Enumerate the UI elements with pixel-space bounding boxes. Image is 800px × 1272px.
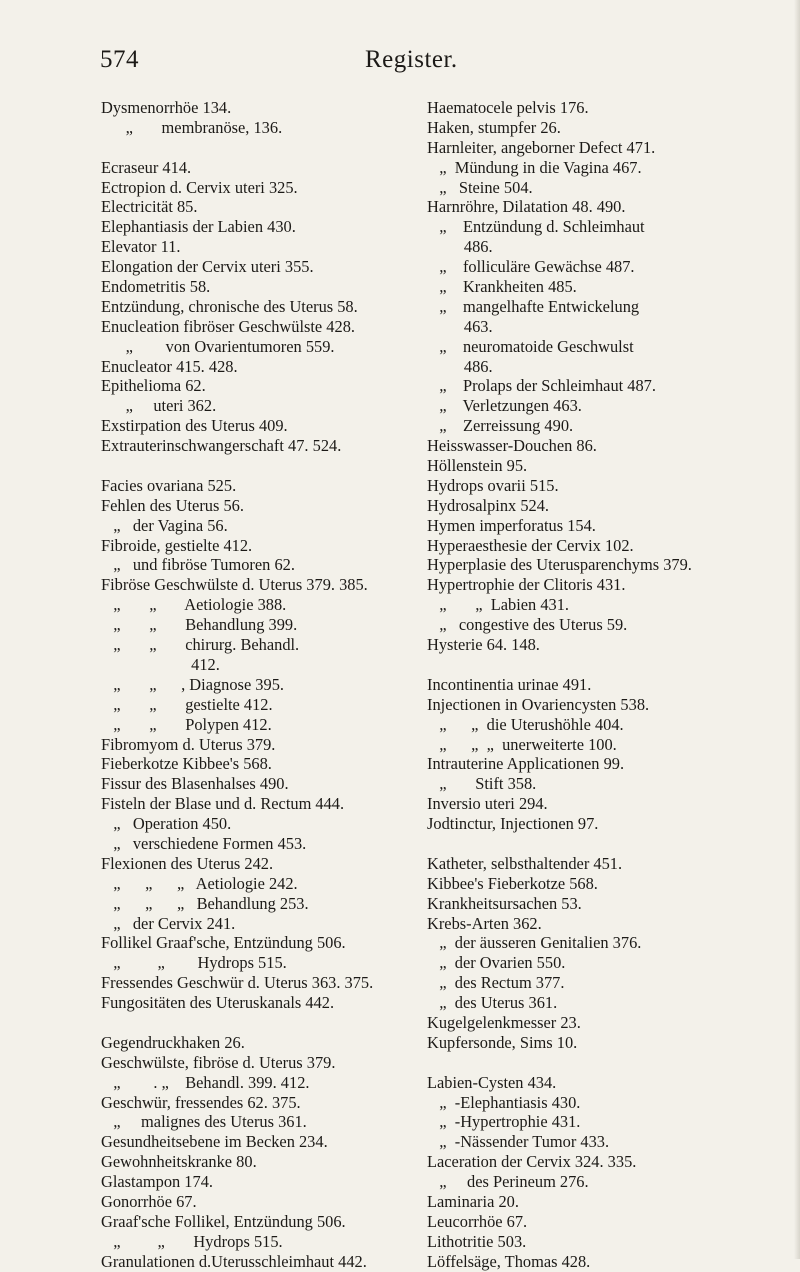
index-entry: Fissur des Blasenhalses 490.: [101, 774, 289, 794]
index-entry: Follikel Graaf'sche, Entzündung 506.: [101, 933, 346, 953]
index-entry: „ Stift 358.: [427, 774, 537, 794]
index-entry: „ Steine 504.: [427, 177, 533, 197]
index-entry: Geschwür, fressendes 62. 375.: [101, 1092, 301, 1112]
index-entry: „ „ , Diagnose 395.: [101, 674, 284, 694]
index-entry: „ des Uterus 361.: [427, 993, 558, 1013]
index-entry: „ der Vagina 56.: [101, 515, 228, 535]
index-entry: Inversio uteri 294.: [427, 794, 548, 814]
index-entry: „ -Elephantiasis 430.: [427, 1092, 581, 1112]
index-entry: „ . „ Behandl. 399. 412.: [101, 1072, 310, 1092]
index-entry: Incontinentia urinae 491.: [427, 674, 592, 694]
group-spacer: [101, 138, 421, 158]
index-entry: „ mangelhafte Entwickelung: [427, 296, 640, 316]
index-entry: Intrauterine Applicationen 99.: [427, 754, 625, 774]
index-entry: Krebs-Arten 362.: [427, 913, 542, 933]
index-entry: Electricität 85.: [101, 197, 198, 217]
index-entry: Fibromyom d. Uterus 379.: [101, 734, 276, 754]
index-entry: Fungositäten des Uteruskanals 442.: [101, 993, 335, 1013]
index-entry: „ des Perineum 276.: [427, 1172, 589, 1192]
index-entry: Dysmenorrhöe 134.: [101, 98, 232, 117]
index-entry: 412.: [101, 654, 220, 674]
index-entry: „ -Nässender Tumor 433.: [427, 1132, 610, 1152]
index-entry: „ Verletzungen 463.: [427, 396, 582, 416]
index-entry: Fehlen des Uterus 56.: [101, 495, 244, 515]
index-entry: „ Operation 450.: [101, 814, 232, 834]
index-entry: „ „ „ Behandlung 253.: [101, 893, 309, 913]
group-spacer: [427, 1053, 777, 1073]
index-entry: Heisswasser-Douchen 86.: [427, 436, 597, 456]
index-entry: Ecraseur 414.: [101, 157, 192, 177]
group-spacer: [101, 456, 421, 476]
group-spacer: [101, 1013, 421, 1033]
index-entry: „ „ die Uterushöhle 404.: [427, 714, 624, 734]
index-entry: „ „ „ unerweiterte 100.: [427, 734, 617, 754]
index-entry: „ Entzündung d. Schleimhaut: [427, 217, 645, 237]
index-entry: Fisteln der Blase und d. Rectum 444.: [101, 794, 345, 814]
index-entry: „ von Ovarientumoren 559.: [101, 336, 335, 356]
index-entry: „ uteri 362.: [101, 396, 217, 416]
index-entry: „ und fibröse Tumoren 62.: [101, 555, 295, 575]
index-entry: „ folliculäre Gewächse 487.: [427, 257, 635, 277]
index-entry: Haematocele pelvis 176.: [427, 98, 589, 117]
index-entry: Hydrosalpinx 524.: [427, 495, 550, 515]
index-entry: „ der Cervix 241.: [101, 913, 236, 933]
index-entry: Enucleation fibröser Geschwülste 428.: [101, 316, 355, 336]
index-entry: Hypertrophie der Clitoris 431.: [427, 575, 626, 595]
index-entry: Elevator 11.: [101, 237, 181, 257]
index-entry: „ „ Polypen 412.: [101, 714, 272, 734]
index-entry: „ der äusseren Genitalien 376.: [427, 933, 642, 953]
index-entry: Leucorrhöe 67.: [427, 1211, 528, 1231]
index-entry: „ verschiedene Formen 453.: [101, 833, 307, 853]
index-entry: Labien-Cysten 434.: [427, 1072, 557, 1092]
index-entry: 463.: [427, 316, 493, 336]
index-entry: „ malignes des Uterus 361.: [101, 1112, 307, 1132]
index-entry: Elephantiasis der Labien 430.: [101, 217, 296, 237]
index-entry: „ „ Behandlung 399.: [101, 615, 298, 635]
index-entry: Hyperaesthesie der Cervix 102.: [427, 535, 634, 555]
index-entry: Fressendes Geschwür d. Uterus 363. 375.: [101, 973, 374, 993]
index-entry: „ „ Labien 431.: [427, 595, 570, 615]
index-entry: Granulationen d.Uterusschleimhaut 442.: [101, 1251, 367, 1271]
index-entry: Gegendruckhaken 26.: [101, 1032, 245, 1052]
index-entry: Lithotritie 503.: [427, 1231, 527, 1251]
index-entry: Glastampon 174.: [101, 1172, 213, 1192]
index-entry: Ectropion d. Cervix uteri 325.: [101, 177, 298, 197]
index-entry: Elongation der Cervix uteri 355.: [101, 257, 314, 277]
group-spacer: [427, 834, 777, 854]
index-entry: Enucleator 415. 428.: [101, 356, 238, 376]
index-entry: Injectionen in Ovariencysten 538.: [427, 694, 650, 714]
running-title: Register.: [365, 46, 458, 73]
index-entry: Gewohnheitskranke 80.: [101, 1152, 257, 1172]
index-entry: Harnröhre, Dilatation 48. 490.: [427, 197, 626, 217]
index-entry: Hymen imperforatus 154.: [427, 515, 596, 535]
index-entry: „ „ gestielte 412.: [101, 694, 273, 714]
index-entry: Gesundheitsebene im Becken 234.: [101, 1132, 328, 1152]
index-entry: „ des Rectum 377.: [427, 973, 565, 993]
index-entry: „ congestive des Uterus 59.: [427, 615, 628, 635]
index-entry: Hydrops ovarii 515.: [427, 475, 559, 495]
page-edge: [794, 0, 800, 1259]
index-entry: „ Krankheiten 485.: [427, 277, 577, 297]
index-entry: Extrauterinschwangerschaft 47. 524.: [101, 436, 342, 456]
index-entry: 486.: [427, 237, 493, 257]
index-entry: „ „ „ Aetiologie 242.: [101, 873, 298, 893]
index-column-left: [101, 98, 421, 1272]
index-entry: „ „ Aetiologie 388.: [101, 595, 287, 615]
index-entry: Fibröse Geschwülste d. Uterus 379. 385.: [101, 575, 368, 595]
index-entry: Jodtinctur, Injectionen 97.: [427, 814, 599, 834]
index-entry: „ der Ovarien 550.: [427, 953, 566, 973]
index-entry: Löffelsäge, Thomas 428.: [427, 1251, 591, 1271]
index-entry: Kupfersonde, Sims 10.: [427, 1032, 578, 1052]
index-entry: Endometritis 58.: [101, 277, 211, 297]
index-entry: Höllenstein 95.: [427, 456, 528, 476]
page-header: [100, 46, 740, 80]
index-entry: Fieberkotze Kibbee's 568.: [101, 754, 272, 774]
index-entry: Hyperplasie des Uterusparenchyms 379.: [427, 555, 692, 575]
index-entry: „ -Hypertrophie 431.: [427, 1112, 581, 1132]
index-entry: „ „ Hydrops 515.: [101, 953, 287, 973]
index-entry: Facies ovariana 525.: [101, 475, 237, 495]
index-column-right: [427, 98, 777, 1272]
index-entry: Laceration der Cervix 324. 335.: [427, 1152, 637, 1172]
index-entry: Gonorrhöe 67.: [101, 1191, 197, 1211]
index-entry: „ „ Hydrops 515.: [101, 1231, 283, 1251]
index-entry: Krankheitsursachen 53.: [427, 893, 582, 913]
index-entry: Kugelgelenkmesser 23.: [427, 1012, 581, 1032]
index-entry: „ Prolaps der Schleimhaut 487.: [427, 376, 656, 396]
index-entry: Hysterie 64. 148.: [427, 635, 540, 655]
index-entry: „ neuromatoide Geschwulst: [427, 336, 634, 356]
index-entry: Exstirpation des Uterus 409.: [101, 416, 288, 436]
index-entry: Graaf'sche Follikel, Entzündung 506.: [101, 1211, 346, 1231]
group-spacer: [427, 655, 777, 675]
index-entry: Epithelioma 62.: [101, 376, 206, 396]
index-entry: Harnleiter, angeborner Defect 471.: [427, 137, 656, 157]
index-entry: Kibbee's Fieberkotze 568.: [427, 873, 598, 893]
index-entry: Geschwülste, fibröse d. Uterus 379.: [101, 1052, 336, 1072]
index-entry: Fibroide, gestielte 412.: [101, 535, 253, 555]
index-entry: Katheter, selbsthaltender 451.: [427, 853, 623, 873]
index-entry: Laminaria 20.: [427, 1191, 519, 1211]
index-entry: „ „ chirurg. Behandl.: [101, 635, 300, 655]
index-entry: 486.: [427, 356, 493, 376]
index-entry: Entzündung, chronische des Uterus 58.: [101, 296, 358, 316]
index-entry: Flexionen des Uterus 242.: [101, 853, 274, 873]
index-entry: „ membranöse, 136.: [101, 117, 283, 137]
page-number: 574: [100, 46, 139, 73]
index-entry: Haken, stumpfer 26.: [427, 117, 561, 137]
index-entry: „ Zerreissung 490.: [427, 416, 574, 436]
index-entry: „ Mündung in die Vagina 467.: [427, 157, 642, 177]
